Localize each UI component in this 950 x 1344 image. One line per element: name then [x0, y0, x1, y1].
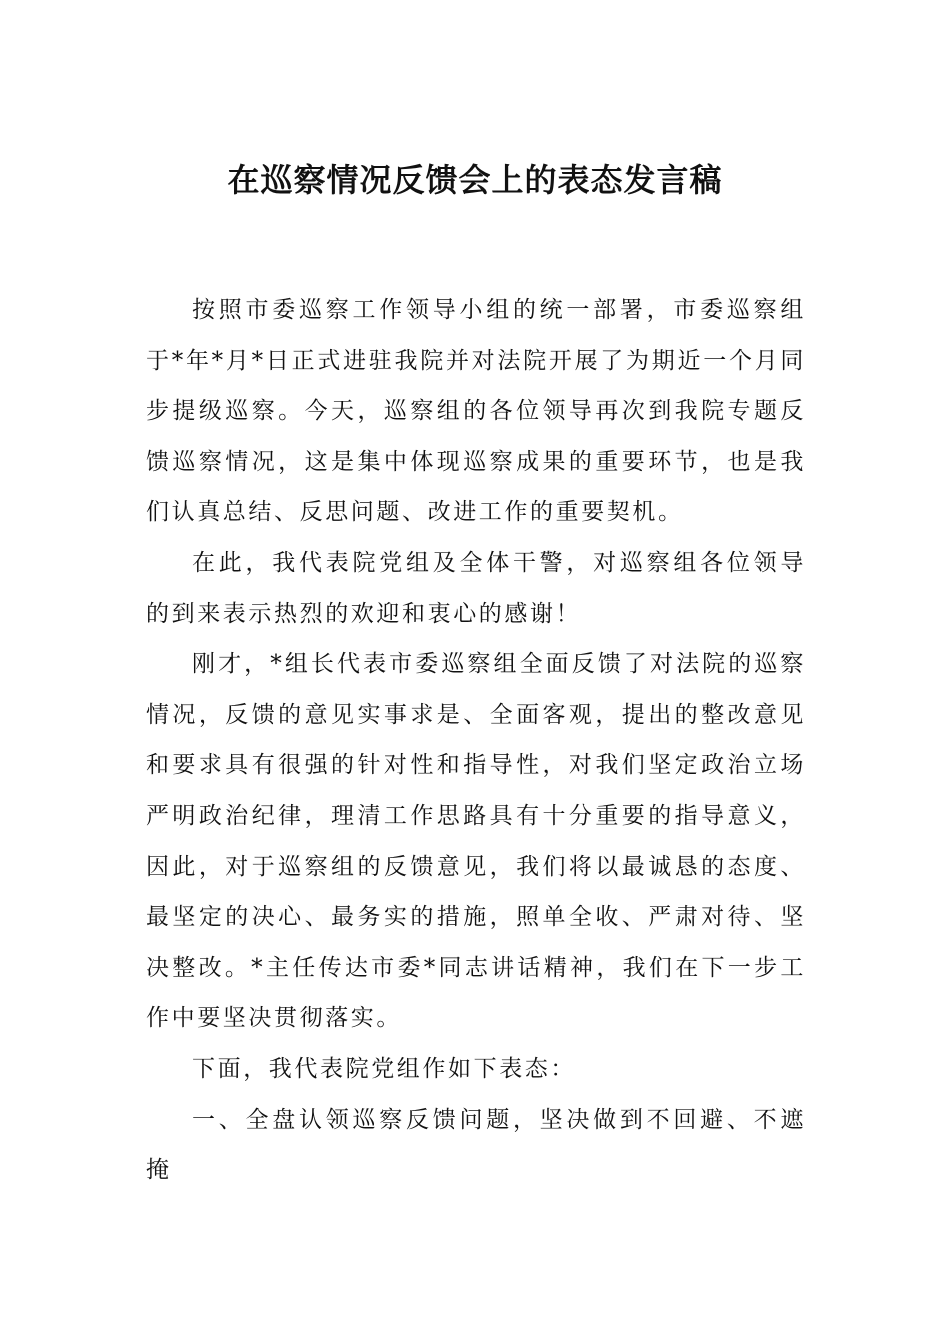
document-body: [146, 285, 806, 1196]
document-title: 在巡察情况反馈会上的表态发言稿: [227, 161, 723, 199]
paragraph-3: 刚才，*组长代表市委巡察组全面反馈了对法院的巡察情况，反馈的意见实事求是、全面客观，提出的整改意见和要求具有很强的针对性和指导性，对我们坚定政治立场严明政治纪律，理清工作思路具有十分重要的指导意义，因此，对于巡察组的反馈意见，我们将以最诚恳的态度、最坚定的决心、最务实的措施，照单全收、严肃对待、坚决整改。*主任传达市委*同志讲话精神，我们在下一步工作中要坚决贯彻落实。: [146, 651, 806, 1032]
paragraph-2: 在此，我代表院党组及全体干警，对巡察组各位领导的到来表示热烈的欢迎和衷心的感谢！: [146, 549, 806, 627]
paragraph-4: 下面，我代表院党组作如下表态：: [192, 1055, 576, 1082]
paragraph-5-heading: 一、全盘认领巡察反馈问题，坚决做到不回避、不遮掩: [146, 1106, 806, 1184]
paragraph-1: 按照市委巡察工作领导小组的统一部署，市委巡察组于*年*月*日正式进驻我院并对法院开展了为期近一个月同步提级巡察。今天，巡察组的各位领导再次到我院专题反馈巡察情况，这是集中体现巡察成果的重要环节，也是我们认真总结、反思问题、改进工作的重要契机。: [146, 297, 806, 526]
